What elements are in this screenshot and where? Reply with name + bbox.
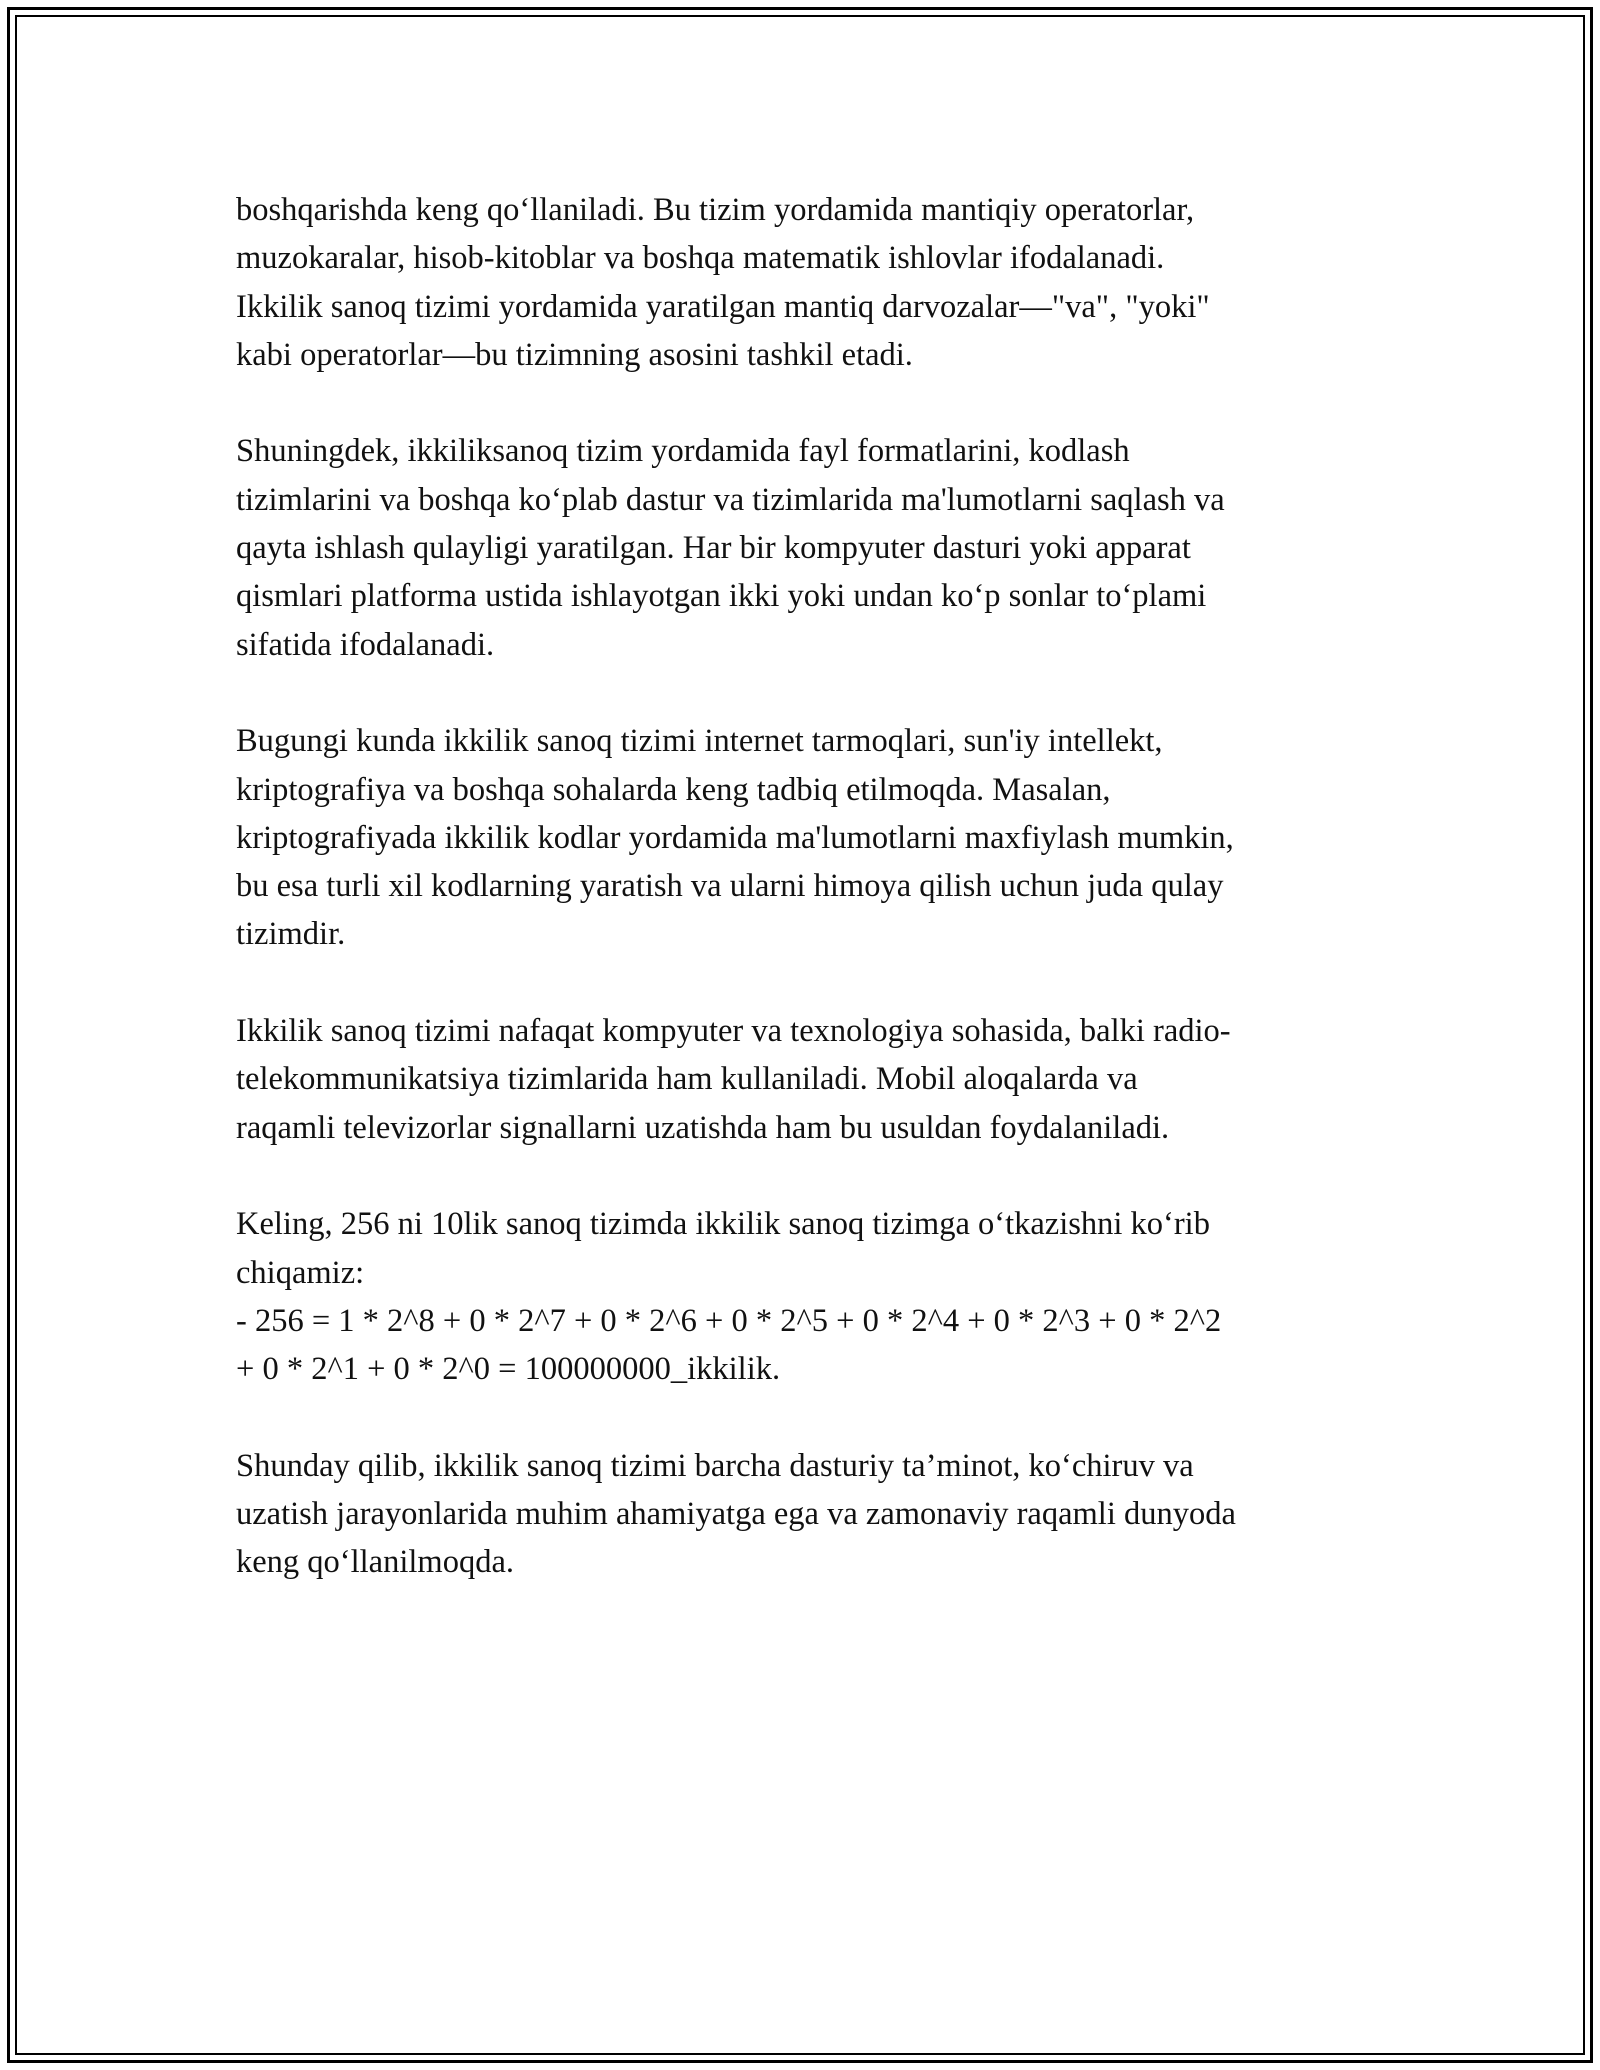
paragraph-line: Shuningdek, ikkiliksanoq tizim yordamida fayl formatlarini, kodlash [236,433,1130,470]
paragraph-line: tizimlarini va boshqa ko‘plab dastur va tizimlarida ma'lumotlarni saqlash va [236,481,1225,518]
paragraph-6 [236,1442,1376,1587]
paragraph-3 [236,717,1376,958]
paragraph-line: Bugungi kunda ikkilik sanoq tizimi internet tarmoqlari, sun'iy intellekt, [236,723,1163,760]
formula-line: - 256 = 1 * 2^8 + 0 * 2^7 + 0 * 2^6 + 0 * 2^5 + 0 * 2^4 + 0 * 2^3 + 0 * 2^2 [236,1302,1222,1339]
paragraph-line: Ikkilik sanoq tizimi nafaqat kompyuter va texnologiya sohasida, balki radio- [236,1013,1231,1050]
paragraph-4 [236,1007,1376,1152]
paragraph-line: uzatish jarayonlarida muhim ahamiyatga ega va zamonaviy raqamli dunyoda [236,1496,1236,1533]
paragraph-line: kabi operatorlar—bu tizimning asosini tashkil etadi. [236,336,913,373]
paragraph-line: raqamli televizorlar signallarni uzatishda ham bu usuldan foydalaniladi. [236,1109,1170,1146]
paragraph-line: qayta ishlash qulayligi yaratilgan. Har bir kompyuter dasturi yoki apparat [236,530,1191,567]
paragraph-line: sifatida ifodalanadi. [236,626,495,663]
paragraph-1 [236,186,1376,379]
document-body [236,186,1376,1635]
paragraph-line: telekommunikatsiya tizimlarida ham kullaniladi. Mobil aloqalarda va [236,1061,1138,1098]
paragraph-line: muzokaralar, hisob-kitoblar va boshqa matematik ishlovlar ifodalanadi. [236,240,1165,277]
paragraph-line: Ikkilik sanoq tizimi yordamida yaratilgan mantiq darvozalar—"va", "yoki" [236,288,1210,325]
paragraph-line: boshqarishda keng qo‘llaniladi. Bu tizim yordamida mantiqiy operatorlar, [236,192,1195,228]
paragraph-line: bu esa turli xil kodlarning yaratish va ularni himoya qilish uchun juda qulay [236,868,1224,905]
paragraph-line: Keling, 256 ni 10lik sanoq tizimda ikkilik sanoq tizimga o‘tkazishni ko‘rib [236,1206,1210,1243]
paragraph-line: qismlari platforma ustida ishlayotgan ikki yoki undan ko‘p sonlar to‘plami [236,578,1207,615]
paragraph-line: kriptografiyada ikkilik kodlar yordamida ma'lumotlarni maxfiylash mumkin, [236,819,1234,856]
paragraph-line: chiqamiz: [236,1254,365,1291]
paragraph-line: Shunday qilib, ikkilik sanoq tizimi barcha dasturiy ta’minot, ko‘chiruv va [236,1447,1194,1484]
paragraph-line: tizimdir. [236,916,346,953]
paragraph-2 [236,427,1376,668]
paragraph-line: kriptografiya va boshqa sohalarda keng tadbiq etilmoqda. Masalan, [236,771,1111,808]
paragraph-line: keng qo‘llanilmoqda. [236,1544,514,1581]
formula-line: + 0 * 2^1 + 0 * 2^0 = 100000000_ikkilik. [236,1351,781,1388]
paragraph-5 [236,1200,1376,1393]
